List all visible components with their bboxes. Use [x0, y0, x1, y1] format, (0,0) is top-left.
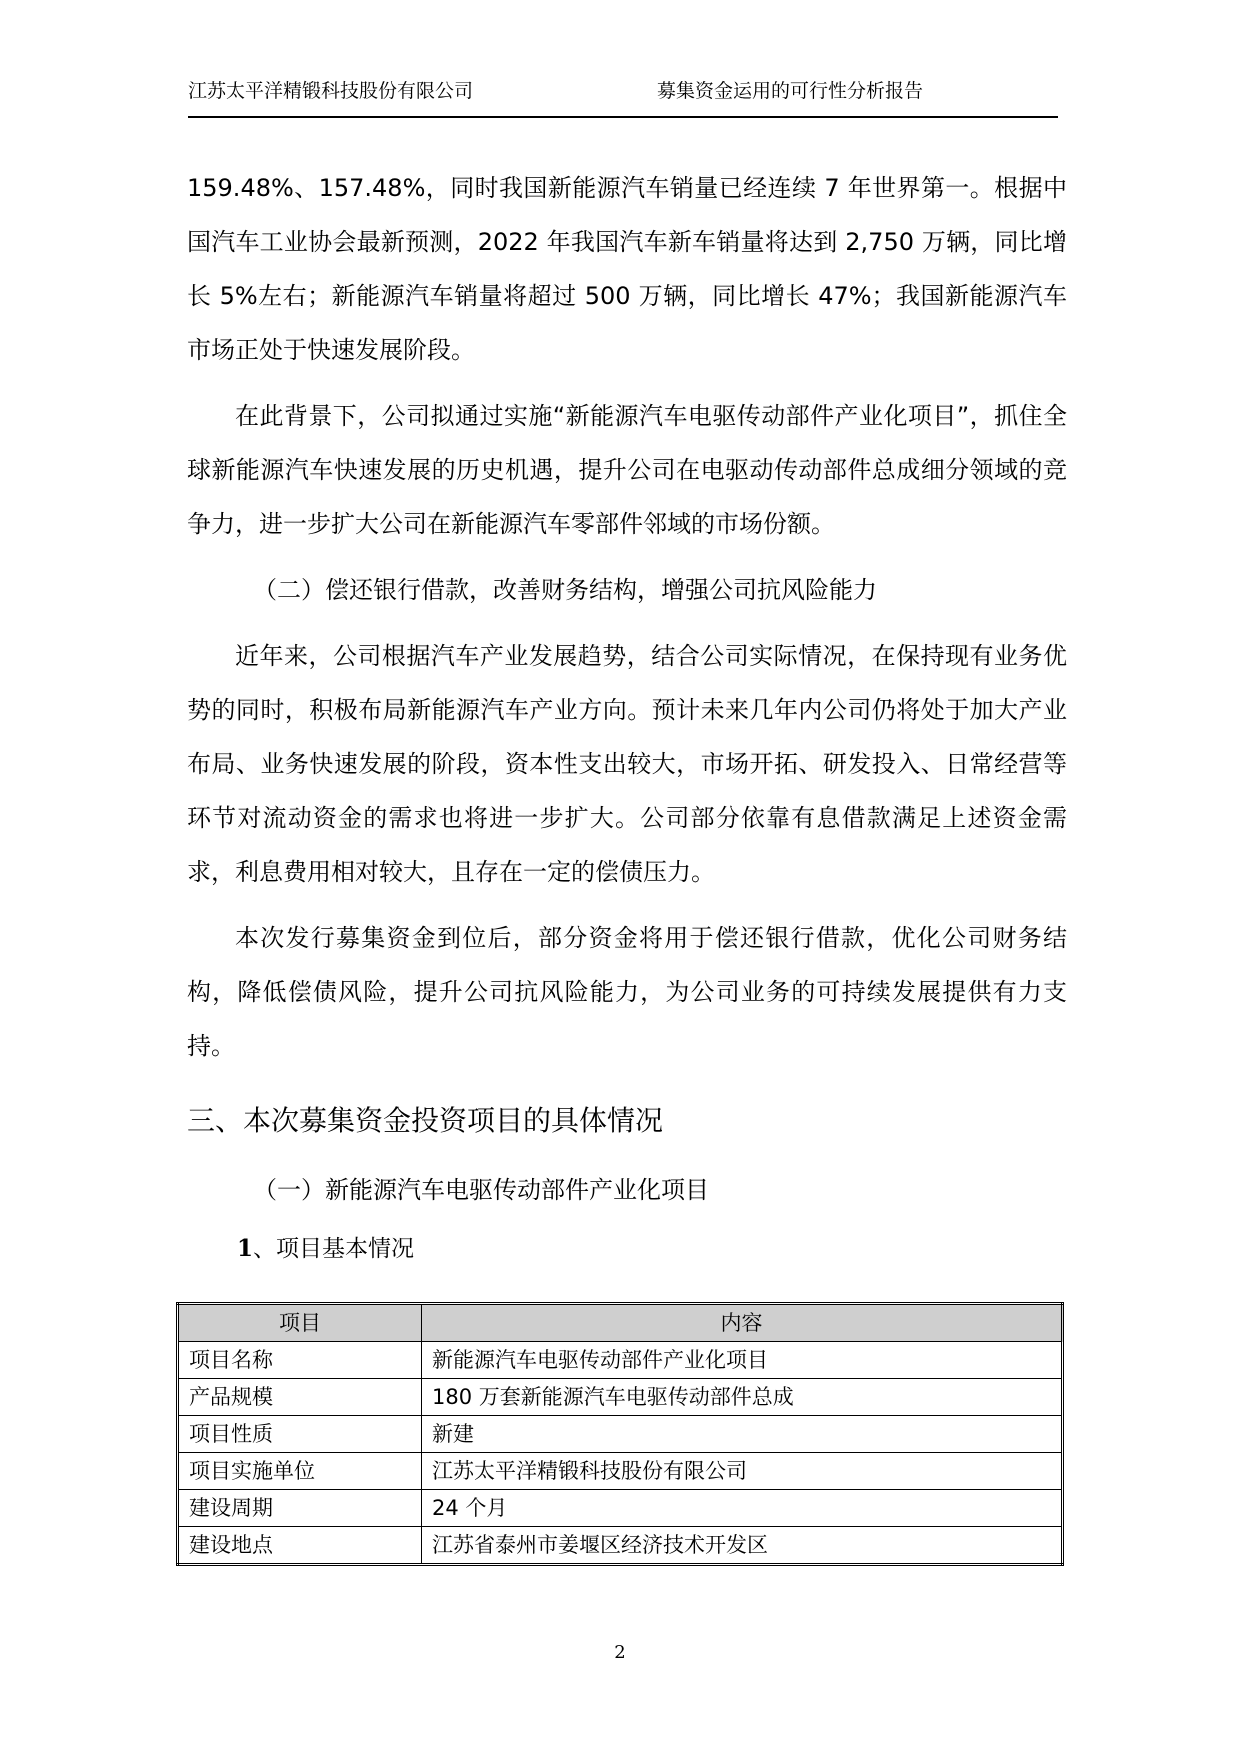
section-heading-project-details: 三、本次募集资金投资项目的具体情况	[187, 1104, 664, 1137]
table-row	[178, 1342, 1063, 1379]
paragraph-market-data: 159.48%、157.48%，同时我国新能源汽车销量已经连续 7 年世界第一。根据中国汽车工业协会最新预测，2022 年我国汽车新车销量将达到 2,750 万辆，同比增长 5%左右；新能源汽车销量将超过 500 万辆，同比增长 47%；我国新能源汽车市场正处于快速发展阶段。	[187, 174, 1067, 364]
subheading-repay-loans: （二）偿还银行借款，改善财务结构，增强公司抗风险能力	[253, 576, 877, 604]
page-number: 2	[614, 1642, 626, 1663]
paragraph-project-background: 在此背景下，公司拟通过实施“新能源汽车电驱传动部件产业化项目”，抓住全球新能源汽车快速发展的历史机遇，提升公司在电驱动传动部件总成细分领域的竞争力，进一步扩大公司在新能源汽车零部件邻域的市场份额。	[187, 402, 1067, 538]
table-header-content: 内容	[422, 1304, 1063, 1342]
header-report-title: 募集资金运用的可行性分析报告	[657, 80, 924, 102]
table-cell-label: 项目性质	[178, 1416, 422, 1453]
table-caption-text: 、项目基本情况	[253, 1236, 415, 1262]
table-cell-label: 建设周期	[178, 1490, 422, 1527]
table-cell-label: 项目实施单位	[178, 1453, 422, 1490]
document-body	[187, 161, 1067, 1269]
table-row	[178, 1379, 1063, 1416]
table-header-item: 项目	[178, 1304, 422, 1342]
table-caption	[187, 1229, 1067, 1269]
table-cell-value: 24 个月	[422, 1490, 1063, 1527]
table-cell-value: 江苏太平洋精锻科技股份有限公司	[422, 1453, 1063, 1490]
header-company-name: 江苏太平洋精锻科技股份有限公司	[188, 80, 474, 102]
table-row	[178, 1527, 1063, 1565]
table-cell-label: 产品规模	[178, 1379, 422, 1416]
table-cell-value: 180 万套新能源汽车电驱传动部件总成	[422, 1379, 1063, 1416]
table-row	[178, 1453, 1063, 1490]
table-header-row	[178, 1304, 1063, 1342]
table-cell-value: 新能源汽车电驱传动部件产业化项目	[422, 1342, 1063, 1379]
table-cell-label: 项目名称	[178, 1342, 422, 1379]
paragraph-use-of-funds: 本次发行募集资金到位后，部分资金将用于偿还银行借款，优化公司财务结构，降低偿债风险，提升公司抗风险能力，为公司业务的可持续发展提供有力支持。	[187, 924, 1067, 1060]
subheading-ev-drive-project: （一）新能源汽车电驱传动部件产业化项目	[253, 1176, 709, 1204]
table-cell-label: 建设地点	[178, 1527, 422, 1565]
table-cell-value: 新建	[422, 1416, 1063, 1453]
table-cell-value: 江苏省泰州市姜堰区经济技术开发区	[422, 1527, 1063, 1565]
project-info-table	[176, 1302, 1064, 1566]
table-row	[178, 1416, 1063, 1453]
paragraph-capital-needs: 近年来，公司根据汽车产业发展趋势，结合公司实际情况，在保持现有业务优势的同时，积极布局新能源汽车产业方向。预计未来几年内公司仍将处于加大产业布局、业务快速发展的阶段，资本性支出较大，市场开拓、研发投入、日常经营等环节对流动资金的需求也将进一步扩大。公司部分依靠有息借款满足上述资金需求，利息费用相对较大，且存在一定的偿债压力。	[187, 642, 1067, 886]
page-header	[188, 74, 1058, 118]
table-caption-number: 1	[237, 1235, 254, 1262]
table-row	[178, 1490, 1063, 1527]
